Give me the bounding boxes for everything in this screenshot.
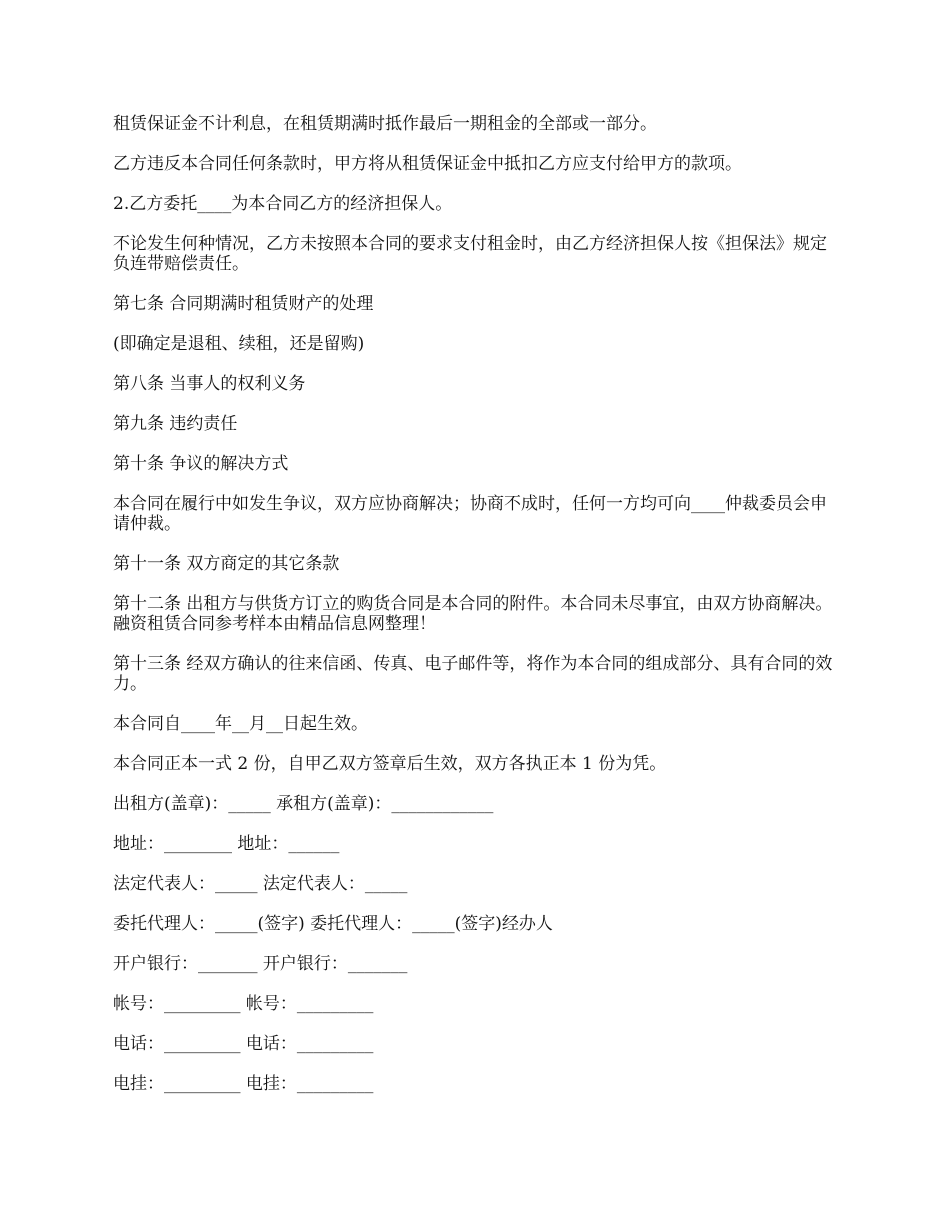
paragraph-deposit-interest: 租赁保证金不计利息，在租赁期满时抵作最后一期租金的全部或一部分。 xyxy=(113,114,657,134)
signature-line-address: 地址：________ 地址：______ xyxy=(113,834,340,854)
signature-line-phone: 电话：_________ 电话：_________ xyxy=(113,1034,374,1054)
signature-line-agent: 委托代理人：_____(签字) 委托代理人：_____(签字)经办人 xyxy=(113,914,553,934)
paragraph-guarantor-liability: 不论发生何种情况，乙方未按照本合同的要求支付租金时，由乙方经济担保人按《担保法》规定负连带赔偿责任。 xyxy=(113,234,827,274)
paragraph-effective-date: 本合同自____年__月__日起生效。 xyxy=(113,714,368,734)
document-body xyxy=(113,114,840,1114)
signature-line-seal: 出租方(盖章)：_____ 承租方(盖章)：____________ xyxy=(113,794,494,814)
signature-line-bank: 开户银行：_______ 开户银行：_______ xyxy=(113,954,408,974)
article-10-heading: 第十条 争议的解决方式 xyxy=(113,454,289,474)
article-8-heading: 第八条 当事人的权利义务 xyxy=(113,374,306,394)
article-9-heading: 第九条 违约责任 xyxy=(113,414,238,434)
signature-line-telegraph: 电挂：_________ 电挂：_________ xyxy=(113,1074,374,1094)
paragraph-guarantor: 2.乙方委托____为本合同乙方的经济担保人。 xyxy=(113,194,453,214)
signature-line-account: 帐号：_________ 帐号：_________ xyxy=(113,994,374,1014)
article-7-note: (即确定是退租、续租，还是留购) xyxy=(113,334,365,354)
article-7-heading: 第七条 合同期满时租赁财产的处理 xyxy=(113,294,374,314)
signature-line-legal-rep: 法定代表人：_____ 法定代表人：_____ xyxy=(113,874,408,894)
paragraph-copies: 本合同正本一式 2 份，自甲乙双方签章后生效，双方各执正本 1 份为凭。 xyxy=(113,754,667,774)
article-11-heading: 第十一条 双方商定的其它条款 xyxy=(113,554,340,574)
article-13-text: 第十三条 经双方确认的往来信函、传真、电子邮件等，将作为本合同的组成部分、具有合同的效力。 xyxy=(113,654,833,694)
paragraph-deposit-deduction: 乙方违反本合同任何条款时，甲方将从租赁保证金中抵扣乙方应支付给甲方的款项。 xyxy=(113,154,742,174)
paragraph-dispute-resolution: 本合同在履行中如发生争议，双方应协商解决；协商不成时，任何一方均可向____仲裁委员会申请仲裁。 xyxy=(113,494,827,534)
article-12-text: 第十二条 出租方与供货方订立的购货合同是本合同的附件。本合同未尽事宜，由双方协商解决。融资租赁合同参考样本由精品信息网整理！ xyxy=(113,594,833,634)
